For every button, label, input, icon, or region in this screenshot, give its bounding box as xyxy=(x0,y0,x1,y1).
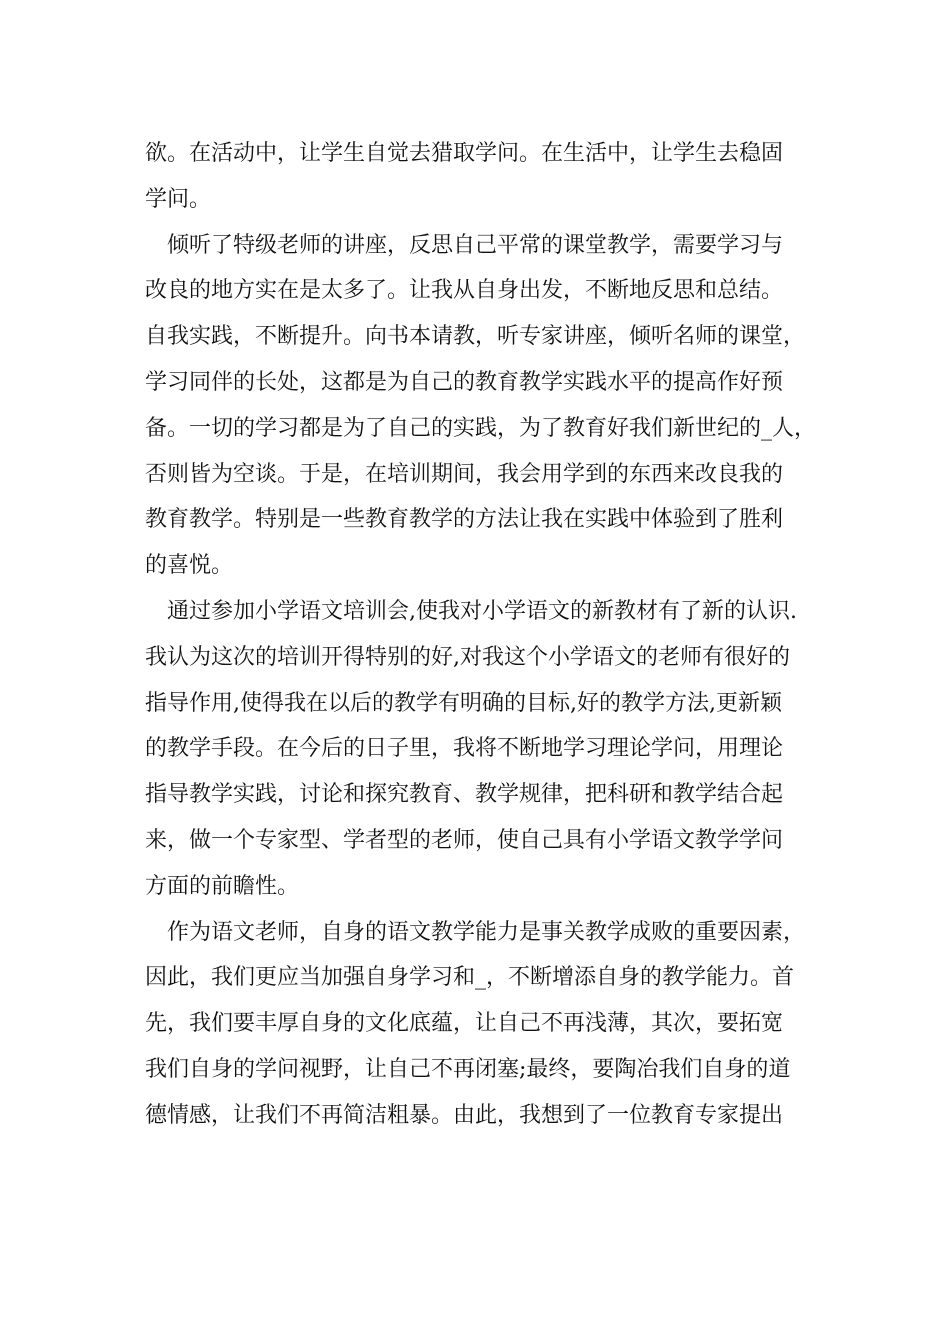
text-line: 来，做一个专家型、学者型的老师，使自己具有小学语文教学学问 xyxy=(145,827,784,853)
text-line: 我们自身的学问视野，让自己不再闭塞;最终，要陶冶我们自身的道 xyxy=(145,1056,791,1082)
text-line: 欲。在活动中，让学生自觉去猎取学问。在生活中，让学生去稳固 xyxy=(145,141,784,166)
text-line: 我认为这次的培训开得特别的好,对我这个小学语文的老师有很好的 xyxy=(145,644,790,670)
text-line: 因此，我们更应当加强自身学习和_，不断增添自身的教学能力。首 xyxy=(145,965,795,991)
text-line: 改良的地方实在是太多了。让我从自身出发，不断地反思和总结。 xyxy=(145,278,784,304)
text-line: 自我实践，不断提升。向书本请教，听专家讲座，倾听名师的课堂， xyxy=(145,324,806,350)
text-line: 教育教学。特别是一些教育教学的方法让我在实践中体验到了胜利 xyxy=(145,507,784,533)
text-line: 的教学手段。在今后的日子里，我将不断地学习理论学问，用理论 xyxy=(145,736,784,762)
text-line: 的喜悦。 xyxy=(145,553,234,579)
text-line: 学习同伴的长处，这都是为自己的教育教学实践水平的提高作好预 xyxy=(145,369,784,395)
text-line: 学问。 xyxy=(145,186,212,212)
text-line: 德情感，让我们不再简洁粗暴。由此，我想到了一位教育专家提出 xyxy=(145,1102,784,1128)
text-line: 备。一切的学习都是为了自己的实践，为了教育好我们新世纪的_人， xyxy=(145,415,817,441)
paragraph-start-line: 通过参加小学语文培训会,使我对小学语文的新教材有了新的认识. xyxy=(167,598,797,624)
text-line: 否则皆为空谈。于是，在培训期间，我会用学到的东西来改良我的 xyxy=(145,461,784,487)
text-line: 指导作用,使得我在以后的教学有明确的目标,好的教学方法,更新颖 xyxy=(145,690,782,716)
text-line: 先，我们要丰厚自身的文化底蕴，让自己不再浅薄，其次，要拓宽 xyxy=(145,1011,784,1037)
text-line: 方面的前瞻性。 xyxy=(145,873,300,899)
paragraph-start-line: 作为语文老师，自身的语文教学能力是事关教学成败的重要因素， xyxy=(167,919,806,945)
paragraph-start-line: 倾听了特级老师的讲座，反思自己平常的课堂教学，需要学习与 xyxy=(167,232,784,258)
text-line: 指导教学实践，讨论和探究教育、教学规律，把科研和教学结合起 xyxy=(145,782,784,808)
document-body xyxy=(145,131,825,1139)
